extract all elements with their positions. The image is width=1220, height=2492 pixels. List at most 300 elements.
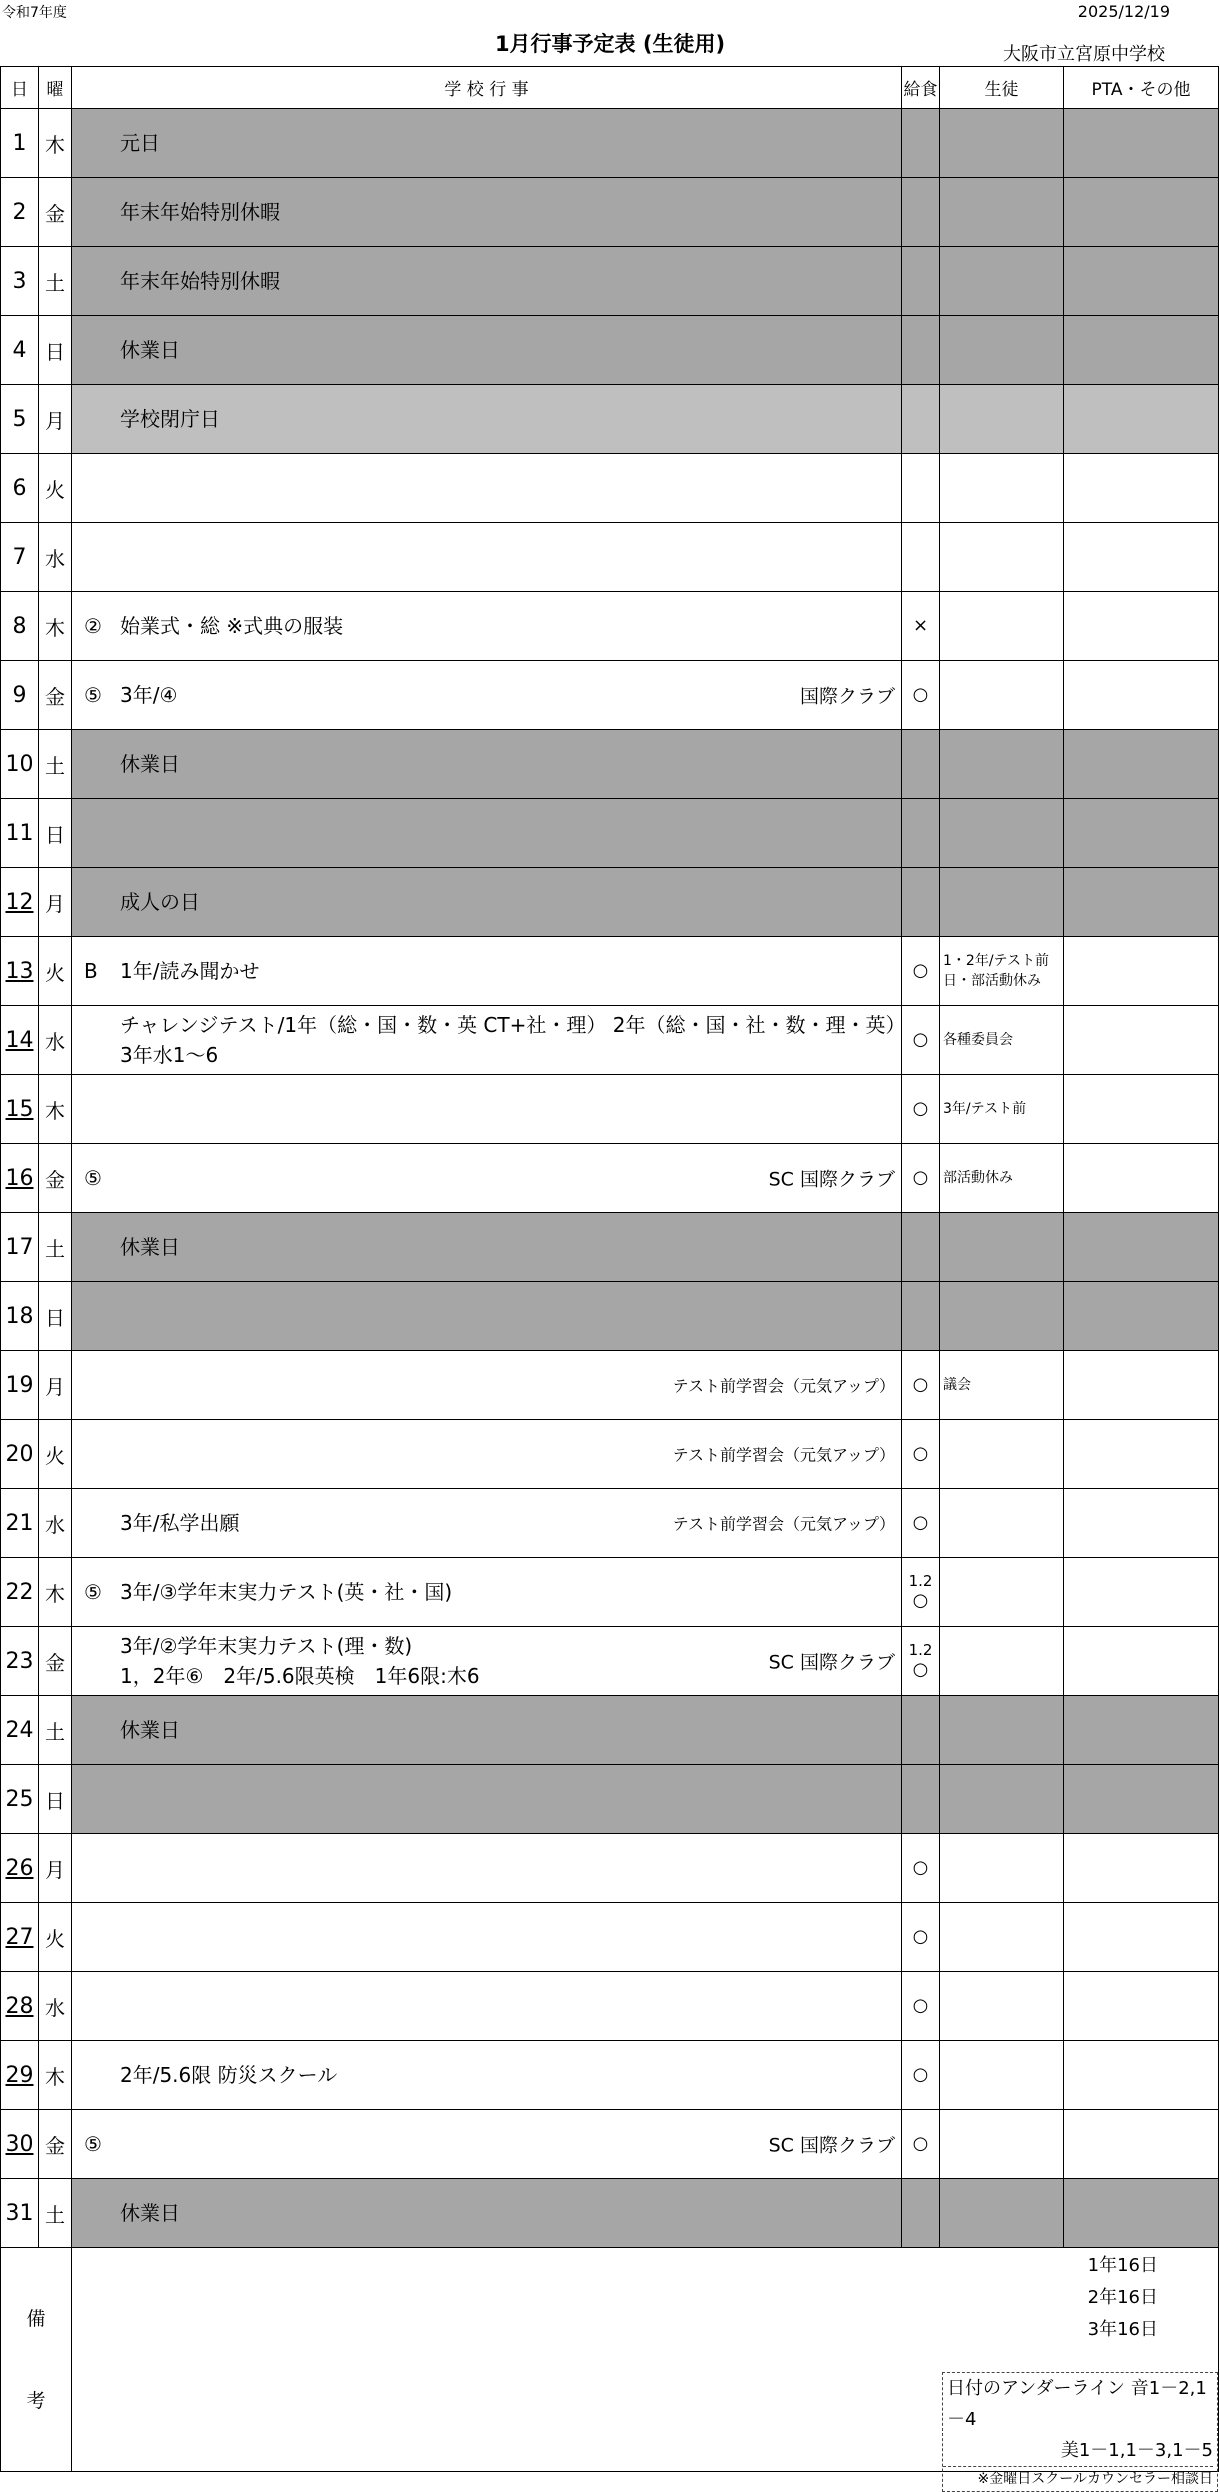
day-cell [1,592,39,661]
table-row [1,1213,1219,1282]
event-cell [72,1558,902,1627]
table-row [1,1558,1219,1627]
day-cell [1,523,39,592]
weekday-cell: 日 [39,316,72,385]
pta-cell [1064,1351,1219,1420]
students-cell [940,1627,1064,1696]
event-right-text: テスト前学習会（元気アップ） [672,1445,895,1465]
day-cell [1,1006,39,1075]
day-cell [1,454,39,523]
students-note: 各種委員会 [943,1031,1013,1048]
event-text-line: 成人の日 [120,890,200,914]
day-cell [1,1282,39,1351]
meal-cell [902,1420,940,1489]
pta-cell [1064,385,1219,454]
event-text-line: 休業日 [120,752,180,776]
event-cell [72,661,902,730]
period-mark: ⑤ [84,1166,102,1190]
pta-cell [1064,592,1219,661]
table-row [1,937,1219,1006]
event-cell [72,1696,902,1765]
event-cell [72,1972,902,2041]
event-text-line: 休業日 [120,1235,180,1259]
students-note: 3年/テスト前 [943,1100,1027,1117]
event-right-text: 国際クラブ [799,685,895,708]
meal-cell [902,109,940,178]
table-row [1,1006,1219,1075]
table-row [1,454,1219,523]
meal-cell [902,2041,940,2110]
col-students-header: 生徒 [940,67,1064,109]
weekday-cell: 木 [39,109,72,178]
students-cell [940,2110,1064,2179]
pta-cell [1064,1558,1219,1627]
table-row [1,1282,1219,1351]
table-row [1,2041,1219,2110]
pta-cell [1064,1627,1219,1696]
table-row [1,178,1219,247]
event-text [120,680,177,710]
counselor-note: ※金曜日スクールカウンセラー相談日 [943,2466,1213,2491]
pta-cell [1064,1903,1219,1972]
day-number: 6 [12,475,27,501]
pta-cell [1064,661,1219,730]
event-text-line: 年末年始特別休暇 [120,200,280,224]
event-text-line: 3年水1～6 [120,1043,219,1067]
table-row [1,2110,1219,2179]
meal-mark: ○ [912,1590,929,1612]
pta-cell [1064,799,1219,868]
pta-cell [1064,523,1219,592]
remarks-body [72,2248,1219,2487]
pta-cell [1064,1282,1219,1351]
pta-cell [1064,937,1219,1006]
weekday-cell: 水 [39,1489,72,1558]
event-cell [72,1834,902,1903]
table-row [1,799,1219,868]
students-cell [940,1075,1064,1144]
day-cell [1,1489,39,1558]
meal-cell [902,937,940,1006]
students-cell [940,1282,1064,1351]
col-events-header: 学 校 行 事 [72,67,902,109]
weekday-cell: 土 [39,247,72,316]
event-text-line: 休業日 [120,1718,180,1742]
day-number: 26 [5,1855,34,1881]
day-cell [1,1972,39,2041]
event-cell [72,523,902,592]
day-number: 9 [12,682,27,708]
day-number: 21 [5,1510,34,1536]
period-mark: B [84,959,98,983]
meal-mark: ○ [912,1167,929,1189]
meal-cell [902,1489,940,1558]
day-number: 31 [5,2200,34,2226]
table-row [1,1489,1219,1558]
event-cell [72,2179,902,2248]
event-cell [72,1075,902,1144]
meal-cell [902,1282,940,1351]
weekday-cell: 金 [39,661,72,730]
day-cell [1,2041,39,2110]
weekday-cell: 土 [39,2179,72,2248]
students-cell [940,1765,1064,1834]
meal-cell [902,730,940,799]
students-cell [940,1006,1064,1075]
period-mark: ⑤ [84,683,102,707]
event-text [120,1010,906,1070]
students-cell [940,661,1064,730]
meal-cell [902,1351,940,1420]
day-cell [1,247,39,316]
meal-cell [902,799,940,868]
weekday-cell: 火 [39,1420,72,1489]
day-number: 19 [5,1372,34,1398]
remarks-label-2: 考 [26,2390,46,2412]
day-cell [1,1903,39,1972]
event-cell [72,385,902,454]
weekday-cell: 水 [39,1972,72,2041]
weekday-cell: 金 [39,178,72,247]
day-cell [1,1627,39,1696]
event-cell [72,178,902,247]
event-text-line: 1年/読み聞かせ [120,959,260,983]
event-cell [72,937,902,1006]
meal-cell [902,454,940,523]
pta-cell [1064,1696,1219,1765]
issue-date: 2025/12/19 [1077,2,1170,21]
day-number: 3 [12,268,27,294]
day-cell [1,1558,39,1627]
meal-cell [902,316,940,385]
day-number: 1 [12,130,27,156]
table-row [1,1765,1219,1834]
event-cell [72,109,902,178]
page-header [0,0,1220,66]
day-cell [1,109,39,178]
weekday-cell: 火 [39,454,72,523]
weekday-cell: 水 [39,1006,72,1075]
event-text [120,887,200,917]
day-number: 16 [5,1165,34,1191]
weekday-cell: 木 [39,2041,72,2110]
day-number: 8 [12,613,27,639]
meal-cell [902,1144,940,1213]
meal-cell [902,1558,940,1627]
day-number: 24 [5,1717,34,1743]
pta-cell [1064,454,1219,523]
students-cell [940,1489,1064,1558]
event-text-line: 3年/私学出願 [120,1511,240,1535]
pta-cell [1064,1144,1219,1213]
event-text-line: 休業日 [120,338,180,362]
event-cell [72,2110,902,2179]
day-number: 28 [5,1993,34,2019]
pta-cell [1064,178,1219,247]
underline-note-line-1: 日付のアンダーライン 音1－2,1－4 [947,2378,1207,2430]
meal-cell [902,247,940,316]
meal-mark: ○ [912,1857,929,1879]
pta-cell [1064,1972,1219,2041]
count-grade-1: 1年16日 [1087,2255,1158,2276]
col-pta-header: PTA・その他 [1064,67,1219,109]
meal-mark: ○ [912,1995,929,2017]
weekday-cell: 月 [39,1834,72,1903]
day-cell [1,178,39,247]
day-cell [1,868,39,937]
event-cell [72,1489,902,1558]
day-cell [1,799,39,868]
day-cell [1,316,39,385]
pta-cell [1064,247,1219,316]
pta-cell [1064,2179,1219,2248]
meal-cell [902,1903,940,1972]
meal-cell [902,1765,940,1834]
day-cell [1,730,39,799]
meal-cell [902,385,940,454]
event-cell [72,799,902,868]
table-row [1,592,1219,661]
pta-cell [1064,1765,1219,1834]
students-cell [940,1420,1064,1489]
schedule-table [0,66,1219,2487]
table-row [1,109,1219,178]
students-cell [940,247,1064,316]
event-cell [72,1351,902,1420]
event-right-text: SC 国際クラブ [768,1168,895,1191]
col-weekday-header: 曜 [39,67,72,109]
event-text [120,128,160,158]
day-number: 23 [5,1648,34,1674]
event-cell [72,1627,902,1696]
event-cell [72,1420,902,1489]
day-cell [1,1351,39,1420]
table-row [1,1075,1219,1144]
day-number: 30 [5,2131,34,2157]
students-cell [940,937,1064,1006]
event-text-line: 学校閉庁日 [120,407,220,431]
pta-cell [1064,1420,1219,1489]
weekday-cell: 月 [39,1351,72,1420]
day-cell [1,1420,39,1489]
event-text [120,1232,180,1262]
meal-cell [902,178,940,247]
day-number: 18 [5,1303,34,1329]
event-right-text: テスト前学習会（元気アップ） [672,1376,895,1396]
underline-note-line-2: 美1－1,1－3,1－5 [1060,2440,1213,2461]
day-number: 15 [5,1096,34,1122]
weekday-cell: 水 [39,523,72,592]
pta-cell [1064,730,1219,799]
students-cell [940,1903,1064,1972]
meal-mark: ○ [912,1098,929,1120]
day-number: 17 [5,1234,34,1260]
event-text [120,266,280,296]
meal-cell [902,523,940,592]
meal-cell [902,661,940,730]
meal-mark: ○ [912,1443,929,1465]
event-cell [72,454,902,523]
event-text-line: 始業式・総 ※式典の服装 [120,614,344,638]
event-text [120,2198,180,2228]
day-number: 27 [5,1924,34,1950]
day-number: 10 [5,751,34,777]
table-row [1,730,1219,799]
school-name: 大阪市立宮原中学校 [1003,44,1165,65]
students-note: 部活動休み [943,1169,1013,1186]
day-cell [1,1765,39,1834]
meal-mark: 1.2 [908,1572,933,1591]
meal-mark: ○ [912,2133,929,2155]
weekday-cell: 土 [39,730,72,799]
students-cell [940,109,1064,178]
col-day-header: 日 [1,67,39,109]
event-cell [72,730,902,799]
event-cell [72,1144,902,1213]
table-row [1,1903,1219,1972]
weekday-cell: 日 [39,799,72,868]
students-cell [940,2179,1064,2248]
col-meal-header: 給食 [902,67,940,109]
event-right-text: SC 国際クラブ [768,2134,895,2157]
event-cell [72,1903,902,1972]
table-row [1,1834,1219,1903]
students-note: 1・2年/テスト前 [943,952,1049,969]
meal-cell [902,1213,940,1282]
event-text [120,2060,337,2090]
pta-cell [1064,1075,1219,1144]
table-row [1,1144,1219,1213]
school-day-counts [1088,2250,1158,2346]
students-cell [940,1834,1064,1903]
count-grade-3: 3年16日 [1087,2319,1158,2340]
weekday-cell: 木 [39,1558,72,1627]
event-cell [72,1006,906,1075]
day-number: 20 [5,1441,34,1467]
table-row [1,2179,1219,2248]
remarks-row [1,2248,1219,2472]
page-title: 1月行事予定表 (生徒用) [494,32,726,56]
day-cell [1,385,39,454]
meal-mark: ○ [912,1029,929,1051]
pta-cell [1064,868,1219,937]
students-cell [940,868,1064,937]
students-cell [940,1558,1064,1627]
table-row [1,868,1219,937]
students-cell [940,1213,1064,1282]
pta-cell [1064,2041,1219,2110]
period-mark: ⑤ [84,1580,102,1604]
event-text-line: 2年/5.6限 防災スクール [120,2063,338,2087]
pta-cell [1064,1213,1219,1282]
table-row [1,1696,1219,1765]
day-number: 14 [5,1027,34,1053]
students-cell [940,799,1064,868]
event-text [120,1715,180,1745]
event-right-text: SC 国際クラブ [768,1651,895,1674]
weekday-cell: 土 [39,1213,72,1282]
meal-mark: 1.2 [908,1641,933,1660]
weekday-cell: 日 [39,1282,72,1351]
event-text-line: 年末年始特別休暇 [120,269,280,293]
event-cell [72,1213,902,1282]
weekday-cell: 金 [39,1627,72,1696]
pta-cell [1064,1834,1219,1903]
event-text [120,611,343,641]
students-cell [940,1144,1064,1213]
day-number: 29 [5,2062,34,2088]
meal-cell [902,1006,940,1075]
meal-cell [902,592,940,661]
event-text [120,1577,452,1607]
meal-cell [902,1696,940,1765]
event-text-line: 1，2年⑥ 2年/5.6限英検 1年6限:木6 [120,1664,480,1688]
period-mark: ⑤ [84,2132,102,2156]
day-number: 12 [5,889,34,915]
period-mark: ② [84,614,102,638]
table-row [1,1627,1219,1696]
meal-cell [902,868,940,937]
weekday-cell: 火 [39,937,72,1006]
meal-mark: ○ [912,1374,929,1396]
weekday-cell: 金 [39,1144,72,1213]
event-cell [72,868,902,937]
students-note: 議会 [943,1376,971,1393]
students-cell [940,454,1064,523]
event-text [120,749,180,779]
meal-mark: ○ [912,684,929,706]
day-cell [1,1696,39,1765]
pta-cell [1064,1489,1219,1558]
table-row [1,661,1219,730]
students-cell [940,1972,1064,2041]
weekday-cell: 火 [39,1903,72,1972]
event-text-line: 休業日 [120,2201,180,2225]
pta-cell [1064,1006,1219,1075]
fiscal-year: 令和7年度 [2,5,67,21]
event-text-line: チャレンジテスト/1年（総・国・数・英 CT+社・理） 2年（総・国・社・数・理・英） [120,1013,906,1037]
event-text-line: 3年/③学年末実力テスト(英・社・国) [120,1580,453,1604]
event-text [120,404,220,434]
event-cell [72,247,902,316]
event-cell [72,2041,902,2110]
students-cell [940,523,1064,592]
count-grade-2: 2年16日 [1087,2287,1158,2308]
students-cell [940,178,1064,247]
event-text [120,1631,480,1691]
day-cell [1,2110,39,2179]
meal-cell [902,1627,940,1696]
day-number: 22 [5,1579,34,1605]
students-cell [940,1696,1064,1765]
weekday-cell: 月 [39,868,72,937]
event-text [120,335,180,365]
day-number: 2 [12,199,27,225]
underline-note-box [942,2372,1218,2492]
event-text-line: 元日 [120,131,160,155]
event-text-line: 3年/②学年末実力テスト(理・数) [120,1634,413,1658]
table-row [1,1351,1219,1420]
meal-mark: ○ [912,2064,929,2086]
event-cell [72,1765,902,1834]
day-cell [1,1213,39,1282]
event-text [120,197,280,227]
day-number: 13 [5,958,34,984]
pta-cell [1064,316,1219,385]
event-cell [72,592,902,661]
meal-cell [902,1075,940,1144]
day-number: 5 [12,406,27,432]
